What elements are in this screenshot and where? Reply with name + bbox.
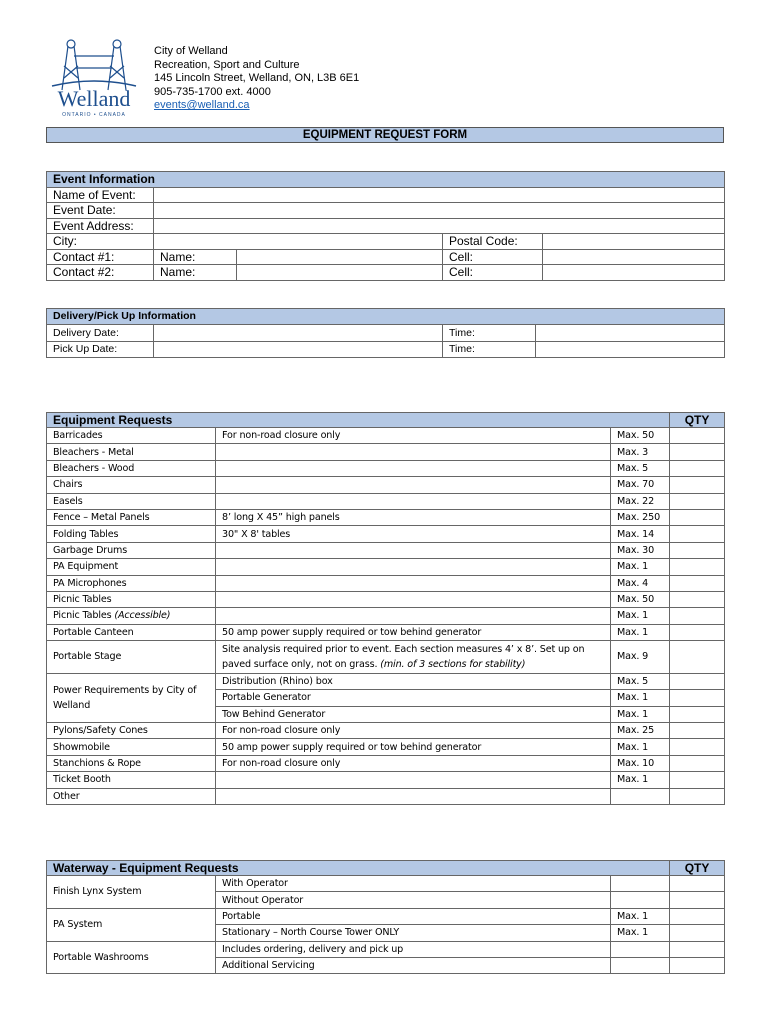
item-name: PA System — [47, 908, 216, 941]
item-note — [216, 444, 611, 460]
item-note: Stationary – North Course Tower ONLY — [216, 925, 611, 941]
item-max: Max. 1 — [611, 690, 670, 706]
item-max: Max. 1 — [611, 908, 670, 924]
item-max: Max. 250 — [611, 509, 670, 525]
item-max: Max. 22 — [611, 493, 670, 509]
table-row — [47, 739, 725, 755]
item-note: 8’ long X 45” high panels — [216, 509, 611, 525]
postal-code-field[interactable] — [543, 234, 725, 250]
stage-note-text: Site analysis required prior to event. Each section measures 4’ x 8’. Set up on paved surface only, not on grass. — [222, 643, 585, 670]
table-row — [47, 876, 725, 892]
delivery-pickup-table — [46, 308, 725, 358]
qty-input[interactable] — [670, 739, 725, 755]
org-email-link[interactable]: events@welland.ca — [154, 99, 250, 112]
table-row — [47, 542, 725, 558]
qty-input[interactable] — [670, 591, 725, 607]
table-row — [47, 608, 725, 624]
item-max: Max. 1 — [611, 559, 670, 575]
event-name-field[interactable] — [154, 187, 725, 203]
table-row — [47, 641, 725, 674]
equipment-qty-header: QTY — [670, 413, 725, 428]
table-row — [47, 428, 725, 444]
event-date-field[interactable] — [154, 203, 725, 219]
other-description-field[interactable] — [216, 788, 611, 804]
table-row — [47, 526, 725, 542]
equipment-requests-table — [46, 412, 725, 805]
qty-input[interactable] — [670, 908, 725, 924]
qty-input[interactable] — [670, 542, 725, 558]
item-note: Portable Generator — [216, 690, 611, 706]
welland-logo — [46, 38, 142, 118]
item-note: Additional Servicing — [216, 957, 611, 973]
qty-input[interactable] — [670, 788, 725, 804]
item-max: Max. 4 — [611, 575, 670, 591]
item-name-text: Picnic Tables — [53, 610, 112, 622]
item-max — [611, 941, 670, 957]
item-name: Showmobile — [47, 739, 216, 755]
item-note: Distribution (Rhino) box — [216, 673, 611, 689]
item-max: Max. 1 — [611, 772, 670, 788]
item-name: Garbage Drums — [47, 542, 216, 558]
contact1-label: Contact #1: — [47, 249, 154, 265]
item-max — [611, 892, 670, 908]
item-note — [216, 608, 611, 624]
table-row — [47, 509, 725, 525]
item-max: Max. 1 — [611, 608, 670, 624]
stage-note-italic: (min. of 3 sections for stability) — [380, 658, 526, 670]
qty-input[interactable] — [670, 559, 725, 575]
item-max: Max. 1 — [611, 706, 670, 722]
qty-input[interactable] — [670, 723, 725, 739]
item-note — [216, 477, 611, 493]
table-row — [47, 591, 725, 607]
item-note — [216, 542, 611, 558]
qty-input[interactable] — [670, 957, 725, 973]
item-name: Portable Washrooms — [47, 941, 216, 974]
table-row — [47, 575, 725, 591]
item-note: Tow Behind Generator — [216, 706, 611, 722]
item-note: For non-road closure only — [216, 723, 611, 739]
item-max: Max. 3 — [611, 444, 670, 460]
table-row — [47, 908, 725, 924]
item-note: With Operator — [216, 876, 611, 892]
waterway-requests-table — [46, 860, 725, 974]
pickup-date-label: Pick Up Date: — [47, 341, 154, 357]
qty-input[interactable] — [670, 673, 725, 689]
item-note — [216, 575, 611, 591]
qty-input[interactable] — [670, 641, 725, 674]
form-title: EQUIPMENT REQUEST FORM — [46, 127, 724, 143]
delivery-date-label: Delivery Date: — [47, 325, 154, 341]
qty-input[interactable] — [670, 575, 725, 591]
delivery-info-header: Delivery/Pick Up Information — [47, 309, 725, 325]
event-info-header: Event Information — [47, 172, 725, 188]
item-note — [216, 559, 611, 575]
item-note — [216, 772, 611, 788]
qty-input[interactable] — [670, 624, 725, 640]
contact2-name-field[interactable] — [237, 265, 443, 281]
item-name: Bleachers - Metal — [47, 444, 216, 460]
item-name: Chairs — [47, 477, 216, 493]
qty-input[interactable] — [670, 690, 725, 706]
table-row — [47, 941, 725, 957]
item-name: PA Equipment — [47, 559, 216, 575]
item-max: Max. 70 — [611, 477, 670, 493]
item-note: 30" X 8' tables — [216, 526, 611, 542]
item-name: Other — [47, 788, 216, 804]
item-note: Without Operator — [216, 892, 611, 908]
item-note — [216, 591, 611, 607]
qty-input[interactable] — [670, 755, 725, 771]
item-note — [216, 493, 611, 509]
contact1-name-label: Name: — [154, 249, 237, 265]
qty-input[interactable] — [670, 509, 725, 525]
item-max: Max. 9 — [611, 641, 670, 674]
delivery-time-label: Time: — [443, 325, 536, 341]
qty-input[interactable] — [670, 493, 725, 509]
waterway-header: Waterway - Equipment Requests — [47, 861, 670, 876]
qty-input[interactable] — [670, 608, 725, 624]
item-name: Bleachers - Wood — [47, 460, 216, 476]
item-max: Max. 14 — [611, 526, 670, 542]
item-note: 50 amp power supply required or tow behind generator — [216, 624, 611, 640]
qty-input[interactable] — [670, 772, 725, 788]
item-max: Max. 25 — [611, 723, 670, 739]
item-max: Max. 1 — [611, 925, 670, 941]
event-address-field[interactable] — [154, 218, 725, 234]
contact2-label: Contact #2: — [47, 265, 154, 281]
item-max — [611, 788, 670, 804]
item-max: Max. 1 — [611, 624, 670, 640]
event-name-label: Name of Event: — [47, 187, 154, 203]
item-note — [216, 460, 611, 476]
qty-input[interactable] — [670, 460, 725, 476]
table-row — [47, 723, 725, 739]
equipment-header: Equipment Requests — [47, 413, 670, 428]
table-row — [47, 788, 725, 804]
item-note: For non-road closure only — [216, 755, 611, 771]
item-name: Portable Canteen — [47, 624, 216, 640]
item-max: Max. 50 — [611, 428, 670, 444]
qty-input[interactable] — [670, 477, 725, 493]
qty-input[interactable] — [670, 941, 725, 957]
org-phone: 905-735-1700 ext. 4000 — [154, 85, 271, 98]
org-name: City of Welland — [154, 45, 228, 57]
item-name: Portable Stage — [47, 641, 216, 674]
organization-address — [154, 45, 359, 113]
qty-input[interactable] — [670, 892, 725, 908]
item-note: Includes ordering, delivery and pick up — [216, 941, 611, 957]
qty-input[interactable] — [670, 428, 725, 444]
event-information-table — [46, 171, 725, 281]
item-name: Easels — [47, 493, 216, 509]
item-name — [47, 608, 216, 624]
contact1-cell-label: Cell: — [443, 249, 543, 265]
item-name: Ticket Booth — [47, 772, 216, 788]
city-label: City: — [47, 234, 154, 250]
table-row — [47, 772, 725, 788]
table-row — [47, 477, 725, 493]
table-row — [47, 624, 725, 640]
delivery-time-field[interactable] — [536, 325, 725, 341]
org-street: 145 Lincoln Street, Welland, ON, L3B 6E1 — [154, 72, 360, 85]
item-name: Power Requirements by City of Welland — [47, 673, 216, 722]
contact2-name-label: Name: — [154, 265, 237, 281]
item-name: Fence – Metal Panels — [47, 509, 216, 525]
qty-input[interactable] — [670, 706, 725, 722]
org-department: Recreation, Sport and Culture — [154, 58, 300, 71]
waterway-qty-header: QTY — [670, 861, 725, 876]
item-max: Max. 10 — [611, 755, 670, 771]
item-note: For non-road closure only — [216, 428, 611, 444]
item-max — [611, 876, 670, 892]
pickup-time-label: Time: — [443, 341, 536, 357]
item-max: Max. 1 — [611, 739, 670, 755]
delivery-date-field[interactable] — [154, 325, 443, 341]
contact2-cell-field[interactable] — [543, 265, 725, 281]
item-name: Stanchions & Rope — [47, 755, 216, 771]
pickup-time-field[interactable] — [536, 341, 725, 357]
item-max: Max. 30 — [611, 542, 670, 558]
logo-wordmark: Welland — [57, 86, 131, 111]
table-row — [47, 460, 725, 476]
table-row — [47, 673, 725, 689]
contact1-name-field[interactable] — [237, 249, 443, 265]
item-name: Barricades — [47, 428, 216, 444]
postal-code-label: Postal Code: — [443, 234, 543, 250]
item-max: Max. 5 — [611, 673, 670, 689]
table-row — [47, 493, 725, 509]
item-max — [611, 957, 670, 973]
item-note: 50 amp power supply required or tow behind generator — [216, 739, 611, 755]
item-note — [216, 641, 611, 674]
qty-input[interactable] — [670, 526, 725, 542]
qty-input[interactable] — [670, 444, 725, 460]
item-name: PA Microphones — [47, 575, 216, 591]
item-name: Folding Tables — [47, 526, 216, 542]
table-row — [47, 559, 725, 575]
logo-subtitle: ONTARIO • CANADA — [62, 112, 126, 118]
table-row — [47, 444, 725, 460]
item-max: Max. 50 — [611, 591, 670, 607]
contact2-cell-label: Cell: — [443, 265, 543, 281]
item-name: Finish Lynx System — [47, 876, 216, 909]
qty-input[interactable] — [670, 876, 725, 892]
city-field[interactable] — [154, 234, 443, 250]
item-max: Max. 5 — [611, 460, 670, 476]
item-name: Pylons/Safety Cones — [47, 723, 216, 739]
qty-input[interactable] — [670, 925, 725, 941]
pickup-date-field[interactable] — [154, 341, 443, 357]
item-name-qualifier: (Accessible) — [114, 610, 171, 622]
event-address-label: Event Address: — [47, 218, 154, 234]
contact1-cell-field[interactable] — [543, 249, 725, 265]
event-date-label: Event Date: — [47, 203, 154, 219]
table-row — [47, 755, 725, 771]
item-note: Portable — [216, 908, 611, 924]
item-name: Picnic Tables — [47, 591, 216, 607]
